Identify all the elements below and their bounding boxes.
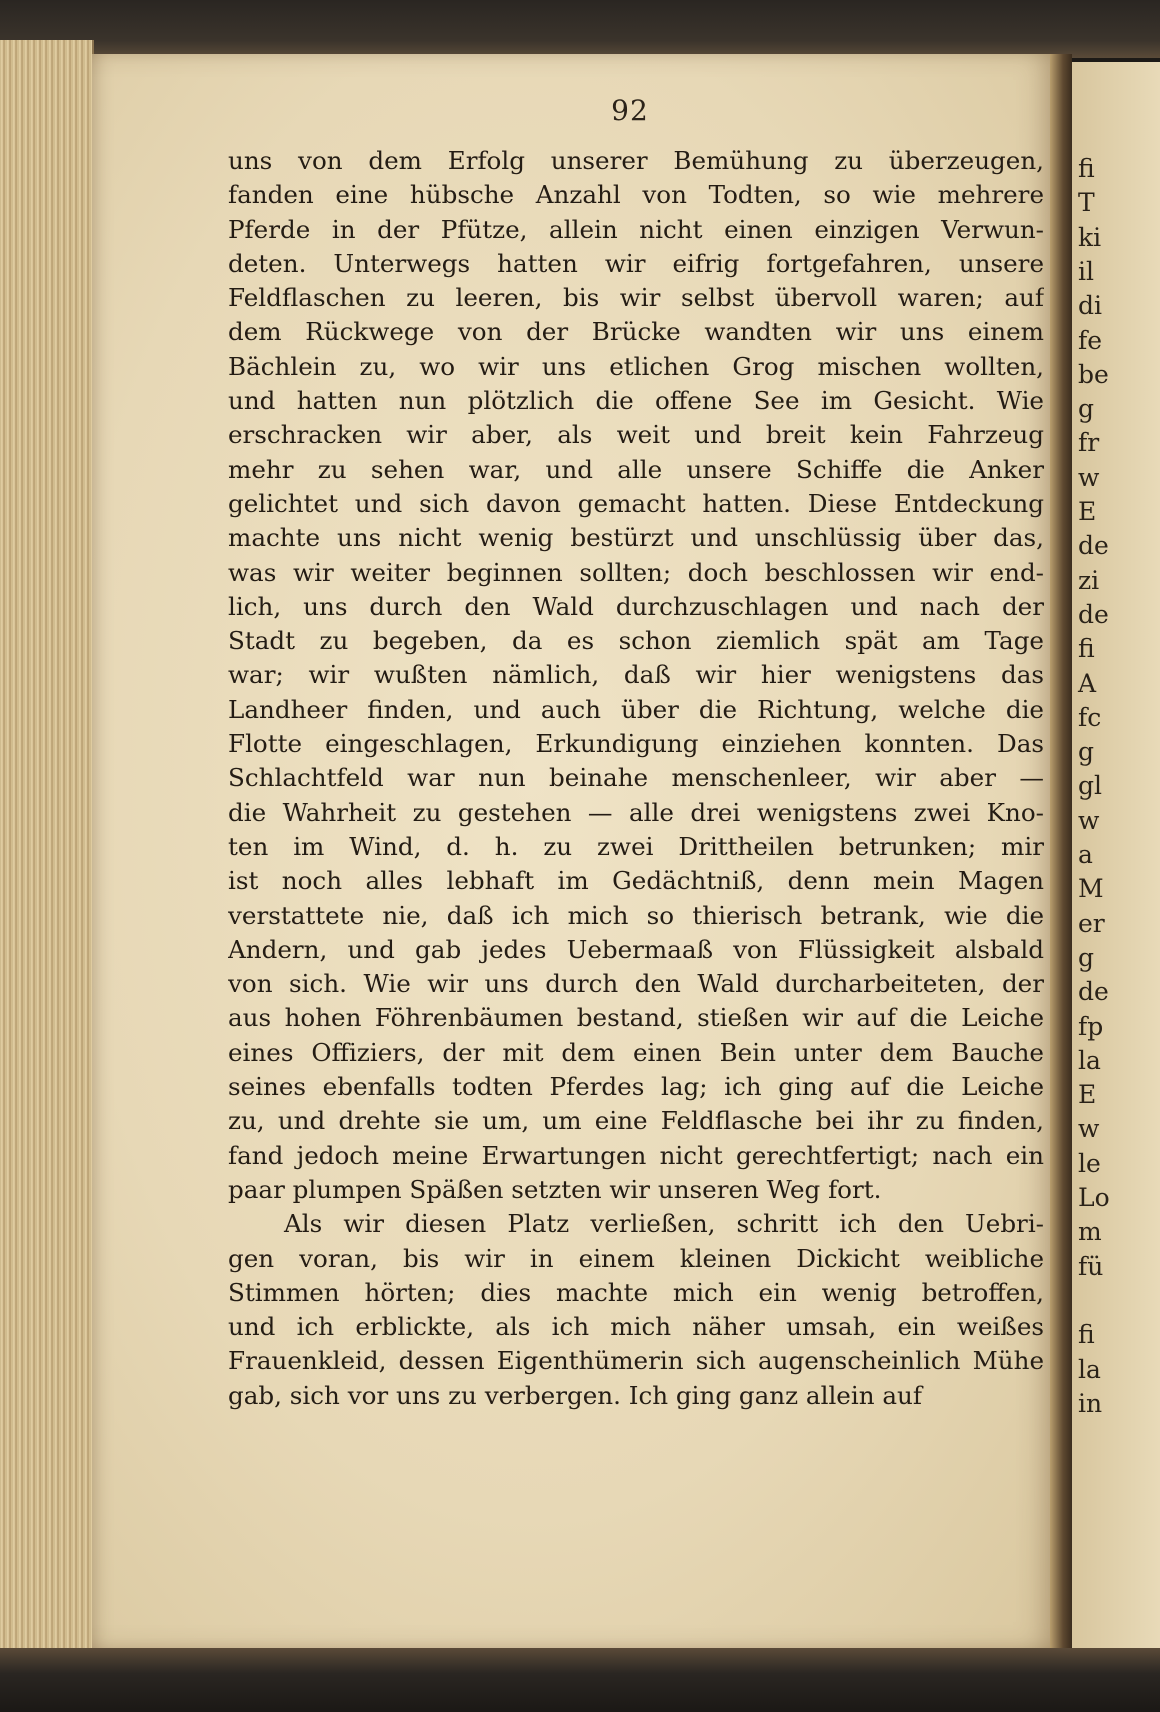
facing-page-line-fragment: zi [1078, 565, 1100, 595]
facing-page-line-fragment: de [1078, 599, 1109, 629]
facing-page-line-fragment: de [1078, 531, 1109, 561]
text-line: erschracken wir aber, als weit und breit kein Fahrzeug [228, 420, 1044, 450]
facing-page-line-fragment: in [1078, 1388, 1103, 1418]
text-line: lich, uns durch den Wald durchzuschlagen und nach der [228, 591, 1044, 621]
facing-page-line-fragment: le [1078, 1148, 1101, 1178]
text-line: die Wahrheit zu gestehen — alle drei wenigstens zwei Kno- [228, 797, 1044, 827]
text-line: machte uns nicht wenig bestürzt und unschlüssig über das, [228, 523, 1044, 553]
scan-background-top [0, 0, 1160, 58]
facing-page-line-fragment: be [1078, 359, 1109, 389]
facing-page-line-fragment: a [1078, 840, 1093, 869]
facing-page-line-fragment: fi [1078, 154, 1095, 183]
text-line: verstattete nie, daß ich mich so thierisch betrank, wie die [228, 900, 1044, 930]
text-line: seines ebenfalls todten Pferdes lag; ich ging auf die Leiche [228, 1072, 1044, 1102]
facing-page-line-fragment: fc [1078, 702, 1102, 732]
facing-page-line-fragment: A [1078, 668, 1097, 698]
facing-page-line-fragment: w [1078, 462, 1100, 492]
facing-page-line-fragment: di [1078, 291, 1102, 321]
text-line: und ich erblickte, als ich mich näher umsah, ein weißes [228, 1312, 1044, 1342]
text-line: Andern, und gab jedes Uebermaaß von Flüssigkeit alsbald [228, 934, 1044, 964]
facing-page-line-fragment: er [1078, 908, 1105, 938]
text-line: paar plumpen Späßen setzten wir unseren Weg fort. [228, 1174, 882, 1204]
text-line: ist noch alles lebhaft im Gedächtniß, denn mein Magen [228, 866, 1044, 896]
facing-page-line-fragment: g [1078, 942, 1095, 972]
text-line: mehr zu sehen war, und alle unsere Schiffe die Anker [228, 454, 1044, 484]
text-line: deten. Unterwegs hatten wir eifrig fortgefahren, unsere [228, 248, 1044, 278]
text-line: eines Offiziers, der mit dem einen Bein unter dem Bauche [228, 1037, 1044, 1067]
text-line: Landheer finden, und auch über die Richtung, welche die [228, 694, 1044, 724]
text-line: von sich. Wie wir uns durch den Wald durcharbeiteten, der [228, 969, 1044, 999]
text-line: und hatten nun plötzlich die offene See im Gesicht. Wie [228, 386, 1044, 416]
facing-page-fragment [1072, 62, 1160, 1652]
facing-page-line-fragment: T [1078, 188, 1095, 218]
facing-page-line-fragment: E [1078, 497, 1097, 526]
text-line: war; wir wußten nämlich, daß wir hier wenigstens das [228, 660, 1044, 690]
facing-page-line-fragment: fe [1078, 325, 1103, 355]
text-line: gelichtet und sich davon gemacht hatten. Diese Entdeckung [228, 488, 1044, 518]
facing-page-line-fragment: g [1078, 394, 1095, 424]
text-line: fand jedoch meine Erwartungen nicht gerechtfertigt; nach ein [228, 1140, 1044, 1170]
body-text [228, 144, 1044, 1413]
facing-page-line-fragment: fü [1078, 1251, 1104, 1281]
facing-page-line-fragment: ki [1078, 222, 1102, 252]
text-line: Stimmen hörten; dies machte mich ein wenig betroffen, [228, 1277, 1044, 1307]
text-line: Pferde in der Pfütze, allein nicht einen einzigen Verwun- [228, 214, 1044, 244]
page-number: 92 [611, 94, 649, 127]
facing-page-line-fragment: w [1078, 1114, 1100, 1144]
text-line: Schlachtfeld war nun beinahe menschenleer, wir aber — [228, 763, 1044, 793]
text-line: Frauenkleid, dessen Eigenthümerin sich augenscheinlich Mühe [228, 1346, 1044, 1376]
facing-page-line-fragment: la [1078, 1354, 1101, 1384]
facing-page-line-fragment: fi [1078, 634, 1095, 664]
facing-page-line-fragment: fp [1078, 1011, 1104, 1041]
text-line: Feldflaschen zu leeren, bis wir selbst übervoll waren; auf [228, 283, 1044, 313]
facing-page-line-fragment: E [1078, 1080, 1097, 1110]
text-line: gen voran, bis wir in einem kleinen Dickicht weibliche [228, 1243, 1044, 1273]
facing-page-line-fragment: m [1078, 1217, 1102, 1247]
facing-page-line-fragment: il [1078, 256, 1094, 286]
facing-page-line-fragment: gl [1078, 771, 1102, 801]
text-line: aus hohen Föhrenbäumen bestand, stießen wir auf die Leiche [228, 1003, 1044, 1033]
text-line: ten im Wind, d. h. zu zwei Drittheilen betrunken; mir [228, 831, 1044, 861]
facing-page-line-fragment: fi [1078, 1320, 1095, 1350]
scan-background-bottom [0, 1648, 1160, 1712]
text-line: fanden eine hübsche Anzahl von Todten, so wie mehrere [228, 180, 1044, 210]
text-line: was wir weiter beginnen sollten; doch beschlossen wir end- [228, 557, 1044, 587]
text-line: gab, sich vor uns zu verbergen. Ich ging ganz allein auf [228, 1380, 922, 1410]
facing-page-line-fragment: la [1078, 1045, 1101, 1075]
text-line: zu, und drehte sie um, um eine Feldflasche bei ihr zu finden, [228, 1106, 1044, 1136]
facing-page-line-fragment: g [1078, 737, 1095, 767]
text-line: uns von dem Erfolg unserer Bemühung zu überzeugen, [228, 146, 1044, 175]
book-page-edges [0, 40, 94, 1670]
text-line: Flotte eingeschlagen, Erkundigung einziehen konnten. Das [228, 729, 1044, 759]
facing-page-line-fragment: fr [1078, 428, 1100, 458]
facing-page-line-fragment: M [1078, 874, 1104, 904]
text-line: Bächlein zu, wo wir uns etlichen Grog mischen wollten, [228, 351, 1044, 381]
text-line: dem Rückwege von der Brücke wandten wir uns einem [228, 317, 1044, 347]
text-line: Als wir diesen Platz verließen, schritt ich den Uebri- [284, 1209, 1044, 1239]
facing-page-line-fragment: w [1078, 805, 1100, 835]
facing-page-line-fragment: de [1078, 977, 1109, 1007]
book-gutter [1050, 54, 1072, 1648]
facing-page-line-fragment: Lo [1078, 1183, 1110, 1212]
text-line: Stadt zu begeben, da es schon ziemlich spät am Tage [228, 626, 1044, 656]
